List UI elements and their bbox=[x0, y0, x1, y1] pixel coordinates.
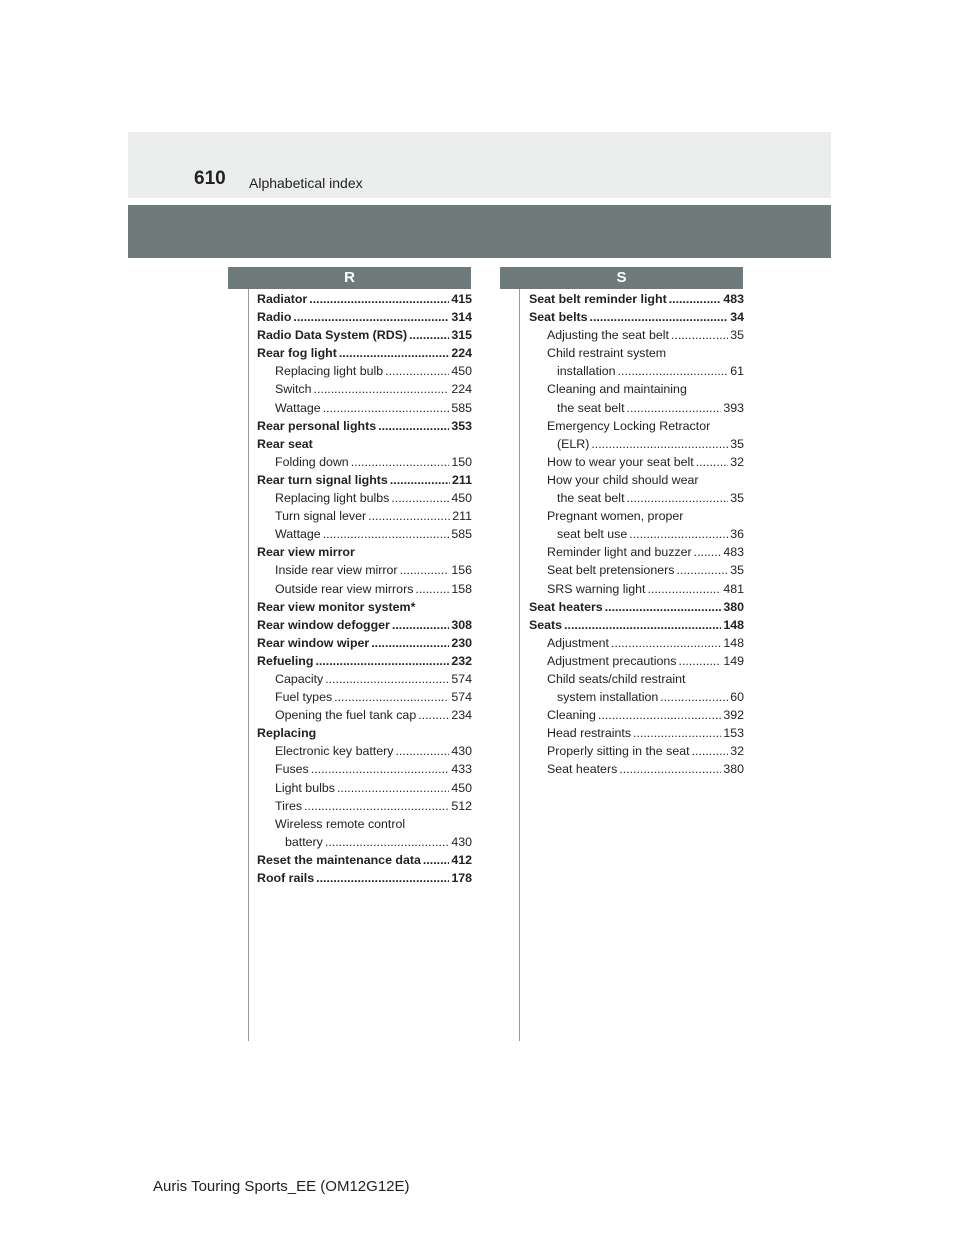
index-entry bbox=[529, 760, 744, 778]
index-entry bbox=[529, 652, 744, 670]
index-entry-term: How to wear your seat belt bbox=[547, 454, 694, 469]
column-rule-s bbox=[519, 289, 520, 1041]
index-entry-page: 433 bbox=[451, 762, 472, 777]
section-banner bbox=[128, 205, 831, 258]
dot-leader bbox=[351, 453, 450, 471]
index-entry-term: Pregnant women, proper bbox=[547, 509, 684, 524]
index-entry-page: 35 bbox=[730, 563, 744, 578]
dot-leader bbox=[391, 489, 449, 507]
dot-leader bbox=[611, 634, 721, 652]
index-entry-term: Child seats/child restraint bbox=[547, 671, 686, 686]
dot-leader bbox=[378, 417, 449, 435]
dot-leader bbox=[339, 344, 449, 362]
index-entry-term: Wattage bbox=[275, 400, 321, 415]
dot-leader bbox=[591, 435, 728, 453]
index-entry bbox=[257, 380, 472, 398]
index-entry-term: SRS warning light bbox=[547, 581, 646, 596]
index-entry-term: Inside rear view mirror bbox=[275, 563, 398, 578]
dot-leader bbox=[390, 471, 450, 489]
index-entry-term: Replacing light bulbs bbox=[275, 491, 390, 506]
index-entry bbox=[257, 471, 472, 489]
index-entry bbox=[257, 543, 472, 561]
index-entry-page: 483 bbox=[723, 545, 744, 560]
index-entry-term: Cleaning bbox=[547, 708, 596, 723]
index-entry-page: 481 bbox=[723, 581, 744, 596]
index-entry-page: 35 bbox=[730, 491, 744, 506]
index-entry bbox=[257, 344, 472, 362]
index-entry-term: Radio Data System (RDS) bbox=[257, 328, 408, 343]
index-entry-term: Folding down bbox=[275, 454, 349, 469]
index-entry-page: 314 bbox=[451, 310, 472, 325]
index-entry bbox=[257, 616, 472, 634]
index-entry-term: Properly sitting in the seat bbox=[547, 744, 690, 759]
dot-leader bbox=[692, 742, 729, 760]
index-entry-term: Fuses bbox=[275, 762, 309, 777]
index-entry-page: 35 bbox=[730, 436, 744, 451]
index-entry-page: 36 bbox=[730, 527, 744, 542]
index-entry bbox=[257, 598, 472, 616]
index-entry-page: 60 bbox=[730, 690, 744, 705]
index-entry-page: 35 bbox=[730, 328, 744, 343]
index-entry-term: Rear window defogger bbox=[257, 617, 390, 632]
index-entry bbox=[257, 362, 472, 380]
dot-leader bbox=[618, 362, 729, 380]
index-entry bbox=[529, 688, 744, 706]
index-entry-page: 211 bbox=[452, 472, 472, 487]
dot-leader bbox=[660, 688, 728, 706]
index-entry bbox=[529, 471, 744, 489]
page-number: 610 bbox=[194, 168, 226, 189]
index-entry-term: Electronic key battery bbox=[275, 744, 394, 759]
index-entry-term: Replacing bbox=[257, 726, 317, 741]
index-entry bbox=[257, 797, 472, 815]
index-entry bbox=[529, 561, 744, 579]
dot-leader bbox=[676, 561, 728, 579]
index-entry-term: Seat heaters bbox=[547, 762, 618, 777]
dot-leader bbox=[418, 706, 449, 724]
dot-leader bbox=[323, 525, 450, 543]
index-entry-term: Adjustment precautions bbox=[547, 653, 677, 668]
index-entry bbox=[257, 742, 472, 760]
dot-leader bbox=[605, 598, 722, 616]
index-entry-page: 574 bbox=[451, 690, 472, 705]
index-entry bbox=[257, 290, 472, 308]
index-entry-term: Adjustment bbox=[547, 635, 609, 650]
index-entry-page: 61 bbox=[730, 364, 744, 379]
index-entry-page: 230 bbox=[451, 635, 472, 650]
index-entry-page: 148 bbox=[723, 635, 744, 650]
index-entry-page: 574 bbox=[451, 671, 472, 686]
index-entry-term: Capacity bbox=[275, 671, 324, 686]
index-entry bbox=[529, 616, 744, 634]
index-entry bbox=[529, 724, 744, 742]
index-entry-term: system installation bbox=[557, 690, 659, 705]
dot-leader bbox=[325, 833, 449, 851]
index-entry-term: Reminder light and buzzer bbox=[547, 545, 692, 560]
index-entry bbox=[529, 670, 744, 688]
index-entry bbox=[529, 290, 744, 308]
index-entry-term: Seat heaters bbox=[529, 599, 603, 614]
dot-leader bbox=[423, 851, 449, 869]
index-entry bbox=[529, 326, 744, 344]
dot-leader bbox=[293, 308, 449, 326]
index-entry bbox=[529, 362, 744, 380]
dot-leader bbox=[629, 525, 728, 543]
index-entry-page: 450 bbox=[451, 364, 472, 379]
index-entry-term: Emergency Locking Retractor bbox=[547, 418, 711, 433]
index-entry bbox=[529, 308, 744, 326]
index-entry bbox=[257, 724, 472, 742]
index-entry-page: 450 bbox=[451, 491, 472, 506]
dot-leader bbox=[627, 399, 722, 417]
index-entry bbox=[529, 507, 744, 525]
index-entry bbox=[257, 760, 472, 778]
index-entry bbox=[257, 435, 472, 453]
index-entry bbox=[529, 344, 744, 362]
footer-manual-title: Auris Touring Sports_EE (OM12G12E) bbox=[153, 1178, 410, 1195]
dot-leader bbox=[314, 380, 450, 398]
index-entry-term: Reset the maintenance data bbox=[257, 852, 421, 867]
index-entry-term: battery bbox=[285, 834, 323, 849]
index-entry bbox=[529, 598, 744, 616]
dot-leader bbox=[598, 706, 721, 724]
index-entry-term: Rear seat bbox=[257, 436, 313, 451]
index-entry bbox=[529, 525, 744, 543]
index-entry-term: How your child should wear bbox=[547, 472, 699, 487]
index-entry-term: Seat belt pretensioners bbox=[547, 563, 675, 578]
index-entry-term: Child restraint system bbox=[547, 346, 667, 361]
index-entry-page: 153 bbox=[723, 726, 744, 741]
index-entry-page: 308 bbox=[451, 617, 472, 632]
index-entry-term: Opening the fuel tank cap bbox=[275, 708, 417, 723]
index-entry-page: 211 bbox=[452, 509, 472, 524]
index-entry bbox=[257, 706, 472, 724]
dot-leader bbox=[323, 399, 450, 417]
index-entry-term: the seat belt bbox=[557, 400, 625, 415]
index-entry-page: 450 bbox=[451, 780, 472, 795]
index-entry-page: 158 bbox=[451, 581, 472, 596]
index-entry-term: Roof rails bbox=[257, 871, 315, 885]
index-entry-page: 224 bbox=[451, 346, 472, 361]
index-entry-term: Rear view mirror bbox=[257, 545, 355, 560]
index-entry-page: 156 bbox=[451, 563, 472, 578]
index-entry-term: Seat belt reminder light bbox=[529, 292, 667, 306]
index-entry bbox=[257, 308, 472, 326]
index-entry-page: 585 bbox=[451, 400, 472, 415]
index-entry-page: 234 bbox=[451, 708, 472, 723]
index-entry bbox=[257, 815, 472, 833]
index-entry-term: Switch bbox=[275, 382, 312, 397]
index-entry bbox=[257, 453, 472, 471]
index-entry bbox=[257, 833, 472, 851]
index-entry bbox=[257, 561, 472, 579]
dot-leader bbox=[337, 779, 449, 797]
index-entry bbox=[529, 706, 744, 724]
index-entry bbox=[257, 417, 472, 435]
index-entry-page: 178 bbox=[451, 871, 472, 885]
index-entry-page: 150 bbox=[451, 454, 472, 469]
index-entry-term: Rear fog light bbox=[257, 346, 337, 361]
index-entry bbox=[529, 380, 744, 398]
index-entry bbox=[257, 326, 472, 344]
index-entry bbox=[529, 634, 744, 652]
index-entry-page: 483 bbox=[723, 292, 744, 306]
index-entry bbox=[257, 507, 472, 525]
index-entry-term: Turn signal lever bbox=[275, 509, 367, 524]
index-column-s bbox=[529, 290, 744, 779]
index-entry-term: Wireless remote control bbox=[275, 816, 406, 831]
index-entry bbox=[529, 489, 744, 507]
index-entry-term: Radiator bbox=[257, 292, 308, 306]
dot-leader bbox=[669, 290, 722, 308]
dot-leader bbox=[627, 489, 729, 507]
dot-leader bbox=[633, 724, 721, 742]
index-entry-term: Adjusting the seat belt bbox=[547, 328, 669, 343]
index-entry bbox=[529, 417, 744, 435]
index-entry-term: Seat belts bbox=[529, 310, 588, 325]
index-entry-page: 232 bbox=[451, 653, 472, 668]
index-entry bbox=[529, 399, 744, 417]
index-entry bbox=[257, 634, 472, 652]
index-entry-term: Replacing light bulb bbox=[275, 364, 384, 379]
index-entry-page: 412 bbox=[451, 852, 472, 867]
dot-leader bbox=[309, 290, 449, 308]
dot-leader bbox=[696, 453, 729, 471]
index-entry-term: Tires bbox=[275, 798, 303, 813]
index-entry-page: 34 bbox=[730, 310, 744, 325]
dot-leader bbox=[415, 580, 449, 598]
dot-leader bbox=[400, 561, 450, 579]
dot-leader bbox=[679, 652, 722, 670]
index-entry bbox=[257, 652, 472, 670]
index-entry-term: Cleaning and maintaining bbox=[547, 382, 687, 397]
dot-leader bbox=[371, 634, 449, 652]
index-entry-page: 224 bbox=[451, 382, 472, 397]
index-entry-page: 393 bbox=[723, 400, 744, 415]
dot-leader bbox=[315, 652, 449, 670]
index-entry bbox=[257, 580, 472, 598]
index-entry-term: Rear turn signal lights bbox=[257, 472, 388, 487]
index-entry-page: 149 bbox=[723, 653, 744, 668]
dot-leader bbox=[564, 616, 721, 634]
index-entry-page: 353 bbox=[451, 418, 472, 433]
index-entry-page: 32 bbox=[730, 454, 744, 469]
dot-leader bbox=[590, 308, 729, 326]
index-entry-page: 585 bbox=[451, 527, 472, 542]
index-entry-page: 315 bbox=[451, 328, 472, 343]
letter-tab-r: R bbox=[228, 267, 471, 289]
index-entry-page: 32 bbox=[730, 744, 744, 759]
index-entry-term: installation bbox=[557, 364, 616, 379]
dot-leader bbox=[316, 869, 449, 887]
dot-leader bbox=[385, 362, 449, 380]
dot-leader bbox=[647, 580, 721, 598]
dot-leader bbox=[671, 326, 728, 344]
index-entry bbox=[257, 779, 472, 797]
index-entry bbox=[257, 399, 472, 417]
index-entry-term: the seat belt bbox=[557, 491, 625, 506]
header-band bbox=[128, 132, 831, 198]
index-entry-term: Seats bbox=[529, 617, 563, 632]
index-entry-term: Rear personal lights bbox=[257, 418, 377, 433]
index-entry bbox=[529, 543, 744, 561]
dot-leader bbox=[694, 543, 722, 561]
dot-leader bbox=[619, 760, 721, 778]
index-entry-term: seat belt use bbox=[557, 527, 628, 542]
index-entry-page: 430 bbox=[451, 834, 472, 849]
index-entry-term: Fuel types bbox=[275, 690, 333, 705]
index-entry-term: Rear window wiper bbox=[257, 635, 370, 650]
index-entry bbox=[529, 742, 744, 760]
index-entry bbox=[257, 869, 472, 887]
section-title: Alphabetical index bbox=[249, 175, 363, 191]
letter-tab-s: S bbox=[500, 267, 743, 289]
index-entry bbox=[257, 489, 472, 507]
index-entry-term: Head restraints bbox=[547, 726, 632, 741]
index-entry-term: Wattage bbox=[275, 527, 321, 542]
index-entry bbox=[257, 670, 472, 688]
column-rule-r bbox=[248, 289, 249, 1041]
dot-leader bbox=[334, 688, 449, 706]
index-entry bbox=[257, 851, 472, 869]
index-entry bbox=[529, 453, 744, 471]
dot-leader bbox=[304, 797, 449, 815]
index-entry-page: 148 bbox=[723, 617, 744, 632]
dot-leader bbox=[311, 760, 450, 778]
index-entry-page: 380 bbox=[723, 762, 744, 777]
dot-leader bbox=[409, 326, 449, 344]
index-entry-term: Outside rear view mirrors bbox=[275, 581, 414, 596]
dot-leader bbox=[325, 670, 449, 688]
index-entry-page: 430 bbox=[451, 744, 472, 759]
index-entry-term: Radio bbox=[257, 310, 292, 325]
index-entry-term: Refueling bbox=[257, 653, 314, 668]
index-entry bbox=[529, 580, 744, 598]
index-entry-page: 512 bbox=[451, 798, 472, 813]
dot-leader bbox=[392, 616, 449, 634]
index-entry-page: 415 bbox=[451, 292, 472, 306]
index-entry-term: Rear view monitor system* bbox=[257, 599, 416, 614]
index-entry-page: 392 bbox=[723, 708, 744, 723]
dot-leader bbox=[395, 742, 449, 760]
index-column-r bbox=[257, 290, 472, 887]
index-entry bbox=[257, 525, 472, 543]
index-entry bbox=[257, 688, 472, 706]
dot-leader bbox=[368, 507, 450, 525]
index-entry-term: Light bulbs bbox=[275, 780, 335, 795]
index-entry-term: (ELR) bbox=[557, 436, 590, 451]
index-entry bbox=[529, 435, 744, 453]
index-entry-page: 380 bbox=[723, 599, 744, 614]
